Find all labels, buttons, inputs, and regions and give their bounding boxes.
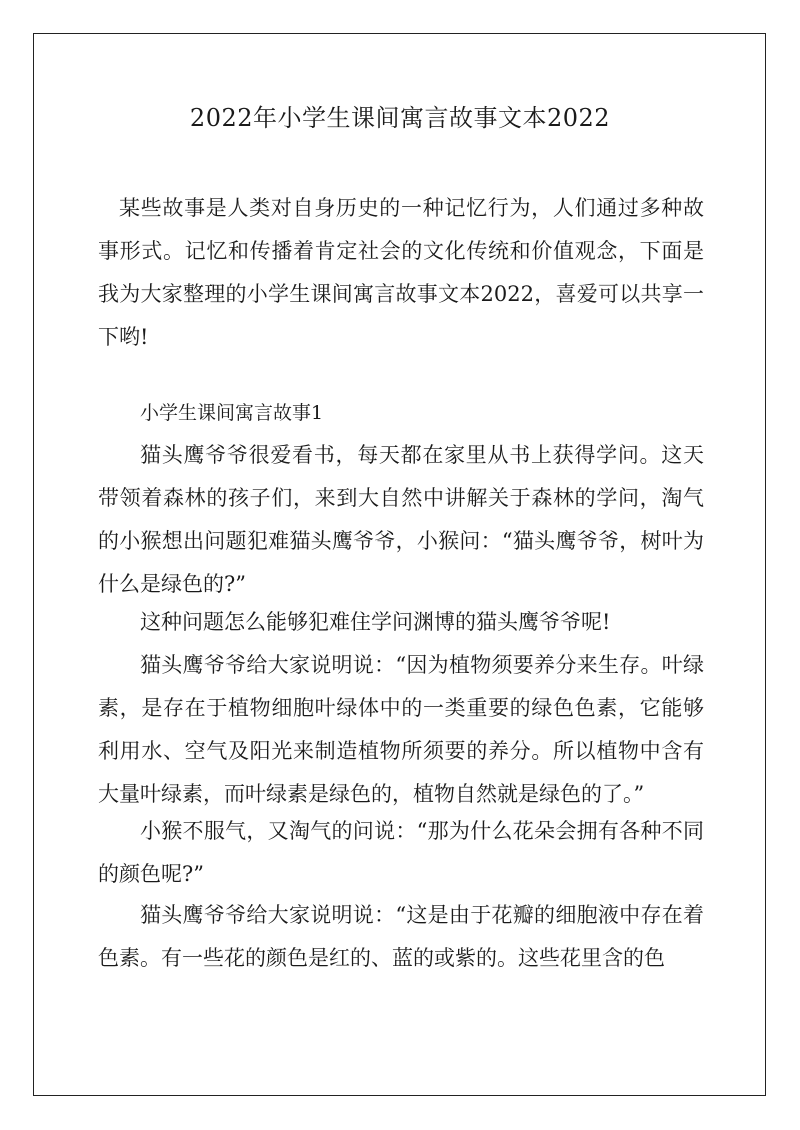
story-paragraph: 猫头鹰爷爷给大家说明说：“因为植物须要养分来生存。叶绿素，是存在于植物细胞叶绿体中的一类重要的绿色色素，它能够利用水、空气及阳光来制造植物所须要的养分。所以植物中含有大量叶绿素，而叶绿素是绿色的，植物自然就是绿色的了。” — [98, 653, 704, 806]
story-paragraph: 这种问题怎么能够犯难住学问渊博的猫头鹰爷爷呢! — [140, 610, 611, 634]
story-heading: 小学生课间寓言故事1 — [140, 402, 324, 424]
story-paragraph: 小猴不服气，又淘气的问说：“那为什么花朵会拥有各种不同的颜色呢?” — [98, 819, 704, 886]
story-paragraph: 猫头鹰爷爷很爱看书，每天都在家里从书上获得学问。这天带领着森林的孩子们，来到大自然中讲解关于森林的学问，淘气的小猴想出问题犯难猫头鹰爷爷，小猴问：“猫头鹰爷爷，树叶为什么是绿色的?” — [98, 443, 704, 596]
intro-paragraph: 某些故事是人类对自身历史的一种记忆行为，人们通过多种故事形式。记忆和传播着肯定社会的文化传统和价值观念，下面是我为大家整理的小学生课间寓言故事文本2022，喜爱可以共享一下哟! — [98, 196, 704, 349]
story-paragraph: 猫头鹰爷爷给大家说明说：“这是由于花瓣的细胞液中存在着色素。有一些花的颜色是红的、蓝的或紫的。这些花里含的色 — [98, 903, 704, 970]
document-title: 2022年小学生课间寓言故事文本2022 — [189, 104, 611, 132]
